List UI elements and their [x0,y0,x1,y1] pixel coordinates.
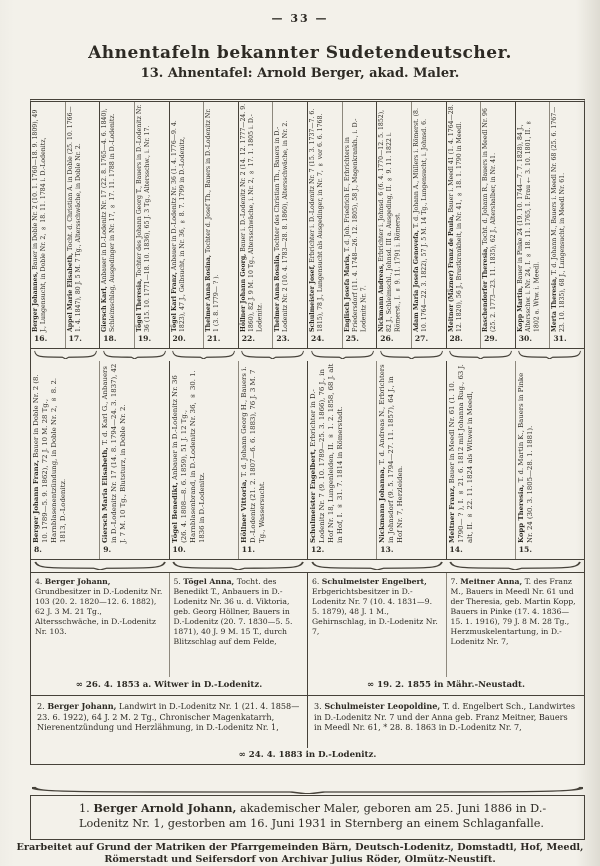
ancestor-details: T. d. Joh. Friedrich E., Erbrichters in Friedersdorf (11. 4. 1748—26. 12. 1805), 58 J., Magenkrankh., i. D.-Lodenitz Nr. 7. [343,118,367,332]
brace-icon [31,560,169,572]
ancestor-cell [238,102,273,348]
ancestor-details: Anbauer in D.-Lodenitz Nr. 36 (1. 4. 1776—9. 4. 1823), 47 J., Gelbsucht, in Nr. 36, ∞ 8. 7. 1799 in D.-Lodenitz, [170,120,186,332]
ancestor-name: Schulmeister Leopoldine, [324,701,441,711]
ancestor-number: 19. [137,334,152,343]
ancestor-name: Schulmeister Engelbert, [309,448,317,543]
proband-name: Berger Arnold Johann, [93,801,237,815]
descent-braces-to-gen4 [31,559,584,572]
ancestor-name: Meitner (Mäzner) Franz de Paula, [447,214,455,332]
ancestor-text [308,361,376,545]
ancestor-number: 23. [276,334,290,343]
ancestor-cell [134,102,169,348]
ancestor-cell [549,102,584,348]
ancestor-number: 26. [380,334,394,343]
ancestor-number: 25. [345,334,359,343]
ancestor-text [343,102,377,334]
ancestor-details: Bauer in Meedl Nr. 61 (1. 10. 1790— ? ), I. ∞ 21. 6. 1812 mit Johanna Rug., 63 J. alt, II. ∞ 22. 11. 1824 als Witwer in Meedl, [447,364,474,543]
proband-number: 1. [79,802,90,815]
ancestor-name: Meitner Anna, [460,577,523,586]
ancestor-number: 5. [173,577,181,586]
ancestor-name: Berger Johannes, [32,271,39,332]
ancestor-text [100,102,134,334]
ancestor-number: 6. [312,577,320,586]
ancestor-details: Tochter des Johann Georg T., Bauers in D.-Lodenitz Nr. 36 (15. 10. 1771—18. 10. 1836), 65 J. 3 Tg., Altersschw., i. Nr. 17. [135,104,152,332]
ancestor-number: 18. [103,334,117,343]
ancestor-cell [376,361,445,559]
ancestor-name: Berger Johann Franz, [32,459,40,543]
ancestor-number: 24. [311,334,325,343]
ancestor-name: Kopp Theresia, [516,484,525,543]
ancestor-text [377,361,445,545]
ancestor-details: Tochter d. Josef Th., Bauers in D.-Lodenitz Nr. 1 (3. 8. 1779— ? ). [205,108,221,332]
ancestor-details: Erbrichter i. D.-Lodenitz Nr. 7 (15. 3. 1737—7. 6. 1815), 78 J., Lungensucht als Ausgedinger, in Nr. 7, ∞ vor 6. 6. 1768. [309,108,325,332]
brace-icon [169,560,307,572]
ancestor-text [447,102,481,334]
ancestor-text [516,102,550,334]
ancestor-text [100,361,168,545]
ancestor-number: 12. [311,545,325,554]
ancestor-number: 27. [414,334,429,343]
ancestor-name: Berger Johann, [47,701,117,711]
ancestor-number: 22. [241,334,255,343]
ancestor-name: Englisch Josefa Maria, [343,253,351,332]
ancestor-text [447,361,515,545]
ancestor-details: Anbauer in D.-Lodenitz Nr. 17 (22. 8. 1765—4. 6. 1840), Schleimschlag, Ausgedinger in Nr. 17, ∞ 17. 11. 1788 in D.-Lodenitz. [101,108,117,332]
ancestor-cell [446,361,515,559]
ancestor-name: Giersch Maria Elisabeth, [101,447,110,543]
mother-box-3 [307,696,584,748]
ancestor-details: Bauer i. Meedl 41 (1. 4. 1764—28. 12. 1820), 56 J., Brustkrankheit, in Nr. 41, ∞ 18. 1. 1790 in Meedl. [447,104,463,332]
brace-icon [515,349,584,361]
proband-box-1 [30,795,585,840]
ancestor-name: Adam Maria Josefa Genovefa, [412,230,420,332]
ancestor-name: Meitner Franz, [447,485,456,543]
ancestor-number: 30. [518,334,532,343]
brace-icon [377,349,446,361]
page-title: Ahnentafeln bekannter Sudetendeutscher. [88,43,512,63]
ancestor-number: 21. [207,334,221,343]
ancestor-text [204,102,238,334]
ancestor-number: 11. [241,545,255,554]
ancestor-cell [31,361,99,559]
ancestor-cell [99,361,168,559]
ancestor-text [308,102,342,334]
paternal-grandparents-group [31,573,307,695]
ancestor-name: Berger Johann, [44,577,111,586]
ancestor-cell [411,102,446,348]
ancestor-text [31,361,99,545]
ancestor-number: 15. [518,545,532,554]
ancestor-name: Höllner Vittoria, [239,479,248,543]
ancestor-details: Anbauer in D.-Lodenitz Nr. 36 (26. 4. 1808—8. 6. 1859), 51 J. 12 Tg., Harnblasenbrand, in D.-Lodenitz Nr. 36, ∞ 30. 1. 1836 in D.-Lodenitz. [170,370,206,543]
ancestor-details: Grundbesitzer in D.-Lodenitz Nr. 103 (20. 2. 1820—12. 6. 1882), 62 J. 3 M. 21 Tg., Altersschwäche, in D.-Lodenitz Nr. 103. [35,587,163,636]
ancestor-name: Thelmer Anna Rosina, [205,254,213,332]
ancestor-box-6 [308,573,446,677]
ancestor-name: Schulmeister Josef, [309,264,316,332]
ancestor-cell [307,361,376,559]
page-subtitle: 13. Ahnentafel: Arnold Berger, akad. Maler. [140,66,460,81]
ancestor-details: T. d. Andreas N., Erbrichters in Johnsdorf (9. 5. 1794—27. 11. 1857), 64 J., in Hof Nr. 7, Herzleiden. [378,364,405,543]
marriage-line-6-7: ∞ 19. 2. 1855 in Mähr.-Neustadt. [366,680,525,690]
maternal-grandparents-group [307,573,584,695]
ancestor-name: Tögel Theresia, [135,278,143,332]
ancestor-number: 4. [35,577,43,586]
ancestor-cell [65,102,100,348]
ancestor-cell [169,361,238,559]
ancestor-cell [515,361,584,559]
ancestor-details: Erbrichter i. Johnsd. 6 (6. 4. 1770—12. 5. 1852), 82 J., Schleimschl., Johnsd. III a. Ausgeding, II. ∞ 9. 11. 1822 i. Römerst., I. ∞ 9. 11. 1791 i. Römerst. [378,109,402,332]
ancestor-cell [446,102,481,348]
ancestor-cell [272,102,307,348]
ancestor-number: 31. [553,334,567,343]
ancestor-name: Schulmeister Engelbert, [321,577,427,586]
ancestor-details: Erbgerichtsbesitzer in D.-Lodenitz Nr. 7 (10. 4. 1831—9. 5. 1879), 48 J. 1 M., Gehirnschlag, in D.-Lodenitz Nr. 7, [312,587,438,636]
source-note: Erarbeitet auf Grund der Matriken der Pfarrgemeinden Bärn, Deutsch-Lodenitz, Domstadtl, Hof, Meedl, Römerstadt und Seifersdorf von Archivar Julius Röder, Olmütz-Neustift. [16,842,584,866]
ancestor-text [516,361,584,545]
ancestor-text [170,361,238,545]
brace-icon [446,560,584,572]
ancestor-details: Bauer in Pinke 24 (19. 10. 1744—7. 7. 1828), 84 J., Altersschw. i. Nr. 24, I. ∞ 18. 11. 1765, I. Frau † 3. 10. 1801, II. ∞ 1802 a. Wtw. i. Meedl. [516,118,541,332]
ancestor-cell [342,102,377,348]
brace-icon [30,786,585,794]
ancestor-name: Appel Marie Elisabeth, [66,252,74,332]
ancestor-cell [203,102,238,348]
descent-braces-to-gen8 [31,348,584,361]
ancestor-details: T. d. Martin K., Bauers in Pinke Nr. 24 (30. 3. 1805—28. 1. 1881). [516,372,534,543]
ancestor-number: 13. [380,545,394,554]
ancestor-name: Raschendorfer Theresia, [482,246,490,332]
ancestor-number: 8. [34,545,42,554]
ancestor-cell [99,102,134,348]
ancestor-box-4 [31,573,169,677]
ancestor-cell [376,102,411,348]
ancestor-name: Höllner Johann Georg, [239,253,247,332]
brace-icon [31,349,100,361]
ancestor-text [550,102,584,334]
ancestor-details: T. d. Karl G., Anbauers in D.-Lodenitz Nr. 17 (14. 8. 1794—24. 3. 1837), 42 J. 7 M. 10 Tg., Blutsturz, in Doble Nr. 2. [101,363,128,543]
ancestor-cell [307,102,342,348]
proband-details: akademischer Maler, geboren am 25. Juni 1886 in D.-Lodenitz Nr. 1, gestorben am 16. Juni 1931 in Sternberg an einem Schlaganfalle. [79,802,547,831]
ancestor-cell [169,102,204,348]
ancestor-name: Nickmann Johanna, [378,466,387,543]
marriage-line-4-5: ∞ 26. 4. 1853 a. Witwer in D.-Lodenitz. [75,680,263,690]
ancestor-number: 14. [449,545,463,554]
ancestor-name: Giersch Karl, [101,286,109,332]
ancestor-text [31,102,65,334]
ancestor-number: 9. [103,545,112,554]
page-number: — 33 — [271,12,329,25]
generation-row-16-31 [31,102,584,348]
father-box-2 [31,696,307,748]
ancestor-details: Landwirt in D.-Lodenitz Nr. 1 (21. 4. 1858—23. 6. 1922), 64 J. 2 M. 2 Tg., Chronischer Magenkatarrh, Nierenentzündung und Herzlähmung, in D.-Lodenitz Nr. 1, [37,701,300,733]
ancestor-details: Bauer in Doble Nr. 2 (10. 1. 1760—18. 9. 1809), 49 J., Lungensucht, in Doble Nr. 2, ∞ 18. 11. 1784 i. D.-Lodenitz, [32,109,48,332]
ancestor-details: T. d. Johann Georg H., Bauers i. D.-Lodenitz (21. 2. 1807—6. 6. 1883), 76 J. 3 M. 7 Tg., Wassersucht. [239,366,266,543]
ancestor-text [239,361,307,545]
ancestor-cell [31,102,65,348]
generation-row-8-15 [31,361,584,559]
ancestor-number: 3. [314,701,322,711]
ancestor-name: Tögel Karl Franz, [170,272,178,332]
ancestor-details: Tocht. des Benedikt T., Anbauers in D.-Lodenitz Nr. 36 u. d. Viktoria, geb. Georg Höllner, Bauers in D.-Lodenitz (20. 7. 1830—5. 5. 1871), 40 J. 9 M. 15 T., durch Blitzschlag auf dem Felde, [173,577,293,646]
brace-icon [446,349,515,361]
ancestor-text [412,102,446,334]
ancestor-text [135,102,169,334]
ancestor-number: 10. [172,545,186,554]
ancestor-text [66,102,100,334]
brace-icon [169,349,238,361]
ancestor-number: 17. [68,334,82,343]
ancestor-details: Bauer in Doble Nr. 2 (8. 10. 1789—5. 9. 1862), 72 J. 10 M. 28 Tg., Harnblasenentzündung, in Doble Nr. 2, ∞ 8. 2. 1813, D.-Lodenitz. [32,374,67,543]
ahnentafel-table [30,99,585,765]
ancestor-box-7 [446,573,585,677]
ancestor-details: T. d. Johann M., Bauers i. Meedl Nr. 68 (25. 6. 1767—23. 10. 1835), 68 J., Lungensucht, in Meedl Nr. 61. [551,106,567,332]
ancestor-details: Tocht. d. Christian A. in Doble (25. 10. 1766—1. 4. 1847), 80 J. 5 M. 7 Tg., Altersschwäche, in Doble Nr. 2. [66,106,82,332]
ancestor-name: Tögel Benedikt, [170,482,179,543]
brace-icon [100,349,169,361]
ancestor-text [239,102,273,334]
ancestor-name: Kopp Martin, [516,285,524,332]
ancestor-name: Merta Theresia, [551,276,559,332]
ancestor-text [273,102,307,334]
ancestor-details: Tocht. d. Johann R., Bauers in Meedl Nr. 96 (25. 2. 1773—23. 11. 1835), 62 J., Altershalber, in Nr. 41. [482,108,498,332]
ancestor-name: Tögel Anna, [183,577,235,586]
ancestor-details: T. d. Johann A., Müllers i. Römerst. (8. 10. 1764—22. 3. 1822), 57 J. 5 M. 14 Tg., Lungensucht, i. Johnsd. 6. [412,108,429,332]
ancestor-text [170,102,204,334]
ancestor-number: 28. [449,334,463,343]
ancestor-cell [480,102,515,348]
ancestor-number: 16. [34,334,48,343]
brace-icon [308,560,446,572]
brace-icon [238,349,307,361]
proband-section [30,786,585,840]
ancestor-cell [515,102,550,348]
ancestor-name: Nickmann Andreas, [378,263,386,332]
brace-icon [308,349,377,361]
ancestor-details: Erbrichter in D.-Lodenitz Nr. 7 (9. 10. 1789—25. 3. 1866), 76 J., in Hof Nr. 18, Lungenleiden, II. ∞ 1. 2. 1858, 68 J. alt in Hof, I. ∞ 31. 7. 1814 in Römerstadt. [309,363,344,543]
ancestor-number: 29. [484,334,498,343]
generation-row-4-7 [31,572,584,695]
marriage-line-2-3: ∞ 24. 4. 1883 in D.-Lodenitz. [238,750,377,760]
ancestor-text [377,102,411,334]
ancestor-box-5 [169,573,308,677]
generation-row-2-3 [31,695,584,764]
ancestor-details: Bauer i. D.-Lodenitz Nr. 2 (14. 12. 1777—24. 9. 1860), 82 J. 9 M. 10 Tg., Altersschwäche, i. Nr. 2, ∞ 17. 1. 1805 i. D.-Lodenitz. [239,103,264,332]
ancestor-details: T. des Franz M., Bauers in Meedl Nr. 61 und der Theresia, geb. Martin Kopp, Bauers in Pinke (17. 4. 1836—15. 1. 1916), 79 J. 8 M. 28 Tg., Herzmuskelentartung, in D.-Lodenitz Nr. 7, [450,577,576,646]
ancestor-number: 2. [37,701,45,711]
ancestor-details: Tochter des Christian Th., Bauers in D.-Lodenitz Nr. 2 (10. 4. 1783—28. 8. 1860), Altersschwäche, in Nr. 2. [274,120,290,332]
ancestor-cell [238,361,307,559]
ancestor-number: 7. [450,577,458,586]
ancestor-name: Thelmer Anna Rosalia, [274,253,282,332]
ancestor-text [481,102,515,334]
ancestor-number: 20. [172,334,186,343]
ancestor-details: T. d. Engelbert Sch., Landwirtes in D.-Lodenitz Nr. 7 und der Anna geb. Franz Meitner, Bauers in Meedl Nr. 61, * 28. 8. 1863 in D.-Lodenitz Nr. 7, [314,701,575,733]
